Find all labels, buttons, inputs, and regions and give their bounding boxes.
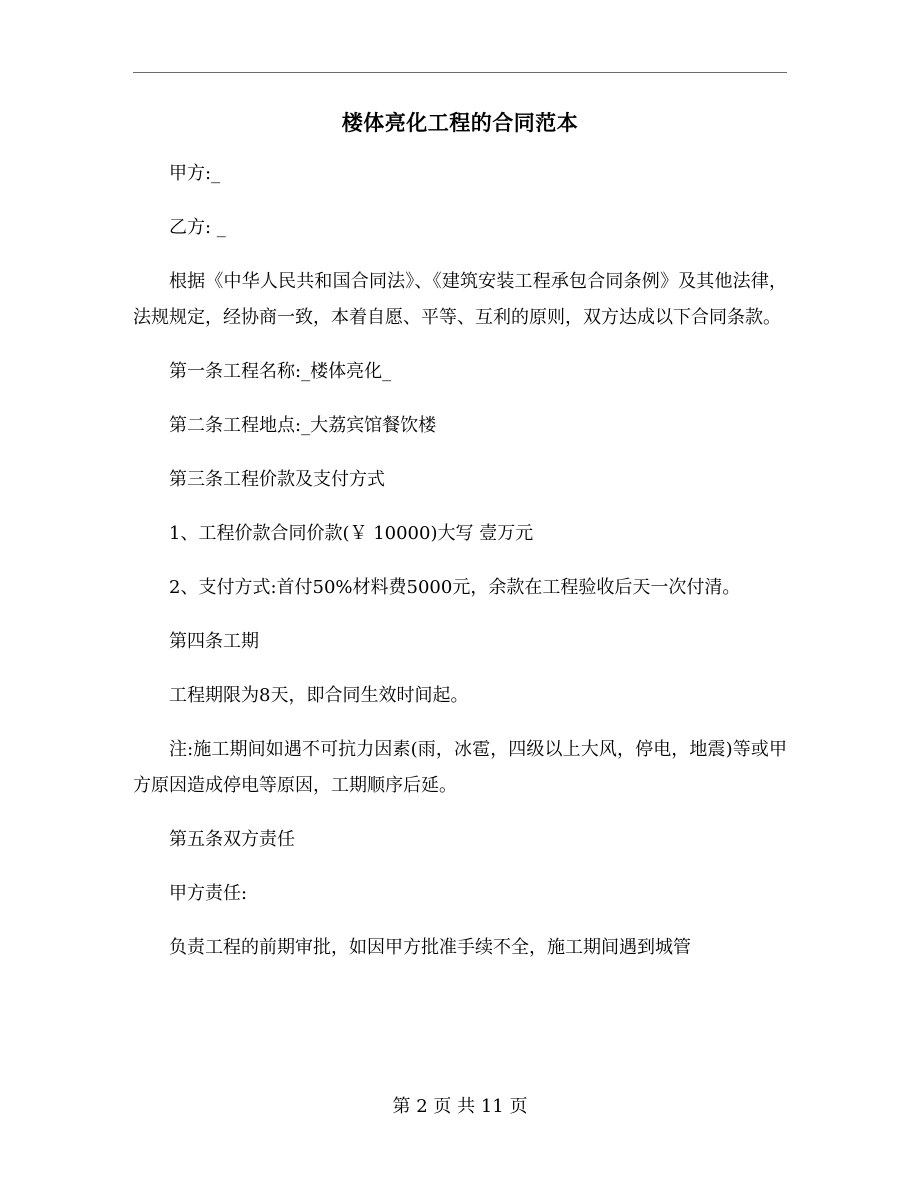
article-4-heading: 第四条工期 — [169, 631, 259, 652]
article-4-note: 注:施工期间如遇不可抗力因素(雨，冰雹，四级以上大风，停电，地震)等或甲方原因造成停电等原因，工期顺序后延。 — [133, 739, 787, 796]
preamble-paragraph: 根据《中华人民共和国合同法》、《建筑安装工程承包合同条例》及其他法律，法规规定，经协商一致，本着自愿、平等、互利的原则，双方达成以下合同条款。 — [133, 271, 787, 328]
header-rule — [133, 72, 787, 73]
party-b-line: 乙方: _ — [169, 217, 226, 238]
page-number: 第 2 页 共 11 页 — [392, 1096, 528, 1117]
document-body — [133, 156, 787, 966]
article-5-heading: 第五条双方责任 — [169, 829, 295, 850]
article-3-item-1: 1、工程价款合同价款(￥ 10000)大写 壹万元 — [169, 523, 534, 544]
article-4-duration: 工程期限为8天，即合同生效时间起。 — [169, 685, 469, 706]
party-a-line: 甲方:_ — [169, 163, 221, 184]
article-3-item-2: 2、支付方式:首付50%材料费5000元，余款在工程验收后天一次付清。 — [169, 577, 741, 598]
article-2-project-location: 第二条工程地点:_大荔宾馆餐饮楼 — [169, 415, 437, 436]
document-title: 楼体亮化工程的合同范本 — [341, 110, 579, 135]
party-a-responsibility-heading: 甲方责任: — [169, 883, 248, 904]
article-3-heading: 第三条工程价款及支付方式 — [169, 469, 385, 490]
article-1-project-name: 第一条工程名称:_楼体亮化_ — [169, 361, 392, 382]
party-a-responsibility-text: 负责工程的前期审批，如因甲方批准手续不全，施工期间遇到城管 — [169, 937, 691, 958]
